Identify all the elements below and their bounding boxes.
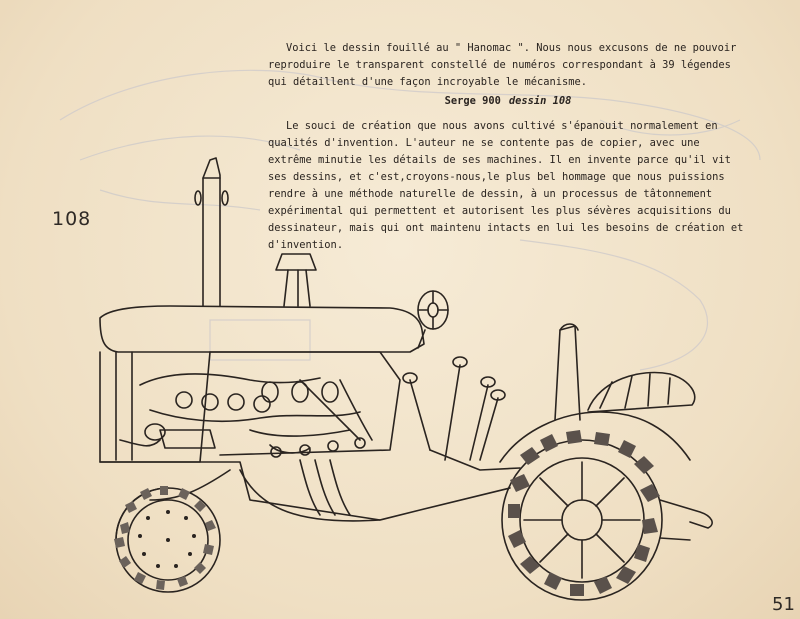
article-text xyxy=(268,40,748,254)
drawing-caption xyxy=(268,93,748,110)
corner-page-mark: 51 xyxy=(772,594,795,615)
caption-title: dessin 108 xyxy=(508,95,572,107)
rear-tire-treads xyxy=(508,430,660,596)
page-number: 108 xyxy=(52,208,92,230)
exhaust-pipe xyxy=(195,158,228,306)
air-filter xyxy=(276,254,316,306)
steering-wheel xyxy=(418,291,448,348)
caption-author: Serge 900 xyxy=(444,95,501,107)
commentary-paragraph: Le souci de création que nous avons cultivé s'épanouit normalement en qualités d'invention. L'auteur ne se contente pas de copier, avec une extrême minutie les détails de ses machines. Il en invente parce qu'il vit ses dessins, et c'est,croyons-nous,le plus bel hommage que nous puissions rendre à une méthode naturelle de dessin, à un processus de tâtonnement expérimental qui permettent et autorisent les plus sévères acquisitions du dessinateur, mais qui ont maintenu intacts en lui les besoins de création et d'invention. xyxy=(268,120,744,251)
chassis xyxy=(100,450,520,521)
engine-block xyxy=(100,352,400,462)
front-wheel-bolts xyxy=(138,510,196,568)
drawbar-hook xyxy=(660,500,712,540)
seat xyxy=(555,324,580,420)
hood xyxy=(100,306,424,352)
intro-paragraph: Voici le dessin fouillé au " Hanomac ". Nous nous excusons de ne pouvoir reproduire le transparent constellé de numéros correspondant à 39 légendes qui détaillent d'une façon incroyable le mécanisme. xyxy=(268,42,737,88)
levers xyxy=(403,357,505,460)
rear-fender xyxy=(500,373,695,463)
